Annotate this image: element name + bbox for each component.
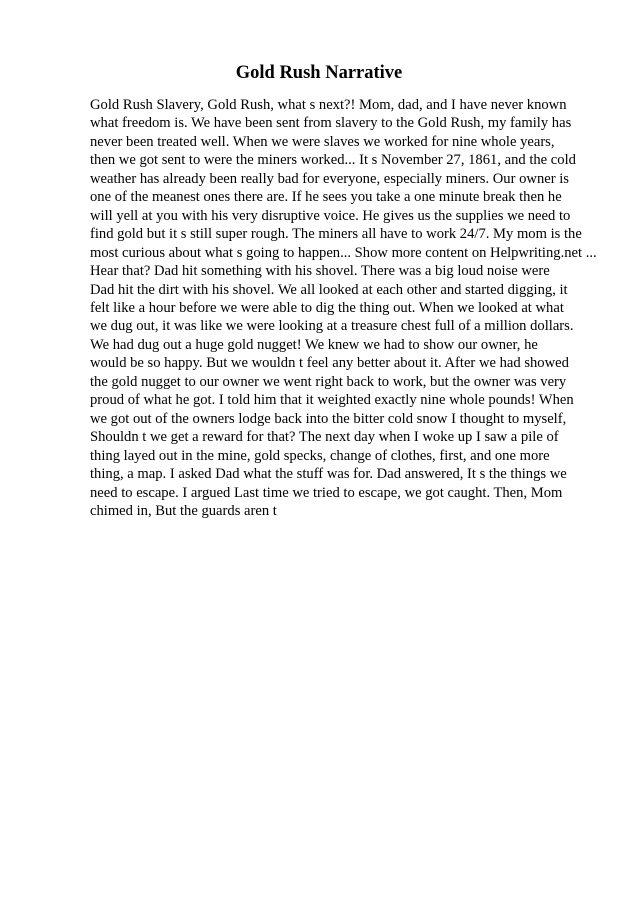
body-line: Dad hit the dirt with his shovel. We all looked at each other and started digging, it [90, 281, 568, 298]
body-line: thing, a map. I asked Dad what the stuff was for. Dad answered, It s the things we [90, 466, 567, 483]
body-line: what freedom is. We have been sent from slavery to the Gold Rush, my family has [90, 115, 572, 132]
body-line: weather has already been really bad for everyone, especially miners. Our owner is [90, 170, 569, 187]
body-line: we got out of the owners lodge back into the bitter cold snow I thought to myself, [90, 410, 567, 427]
body-line: need to escape. I argued Last time we tried to escape, we got caught. Then, Mom [90, 484, 563, 501]
body-line: would be so happy. But we wouldn t feel any better about it. After we had showed [90, 355, 569, 372]
body-line: felt like a hour before we were able to dig the thing out. When we looked at what [90, 299, 564, 316]
body-line: most curious about what s going to happen... Show more content on Helpwriting.net ... [90, 244, 597, 261]
body-line: we dug out, it was like we were looking at a treasure chest full of a million dollars. [90, 318, 574, 335]
body-line: the gold nugget to our owner we went right back to work, but the owner was very [90, 373, 567, 390]
document-body [90, 96, 597, 520]
body-line: We had dug out a huge gold nugget! We knew we had to show our owner, he [90, 336, 538, 353]
body-line: Gold Rush Slavery, Gold Rush, what s next?! Mom, dad, and I have never known [90, 97, 567, 113]
document-title: Gold Rush Narrative [235, 63, 403, 83]
body-line: Shouldn t we get a reward for that? The next day when I woke up I saw a pile of [90, 429, 559, 446]
body-line: proud of what he got. I told him that it weighted exactly nine whole pounds! When [90, 392, 574, 409]
body-line: chimed in, But the guards aren t [90, 502, 277, 519]
body-line: thing layed out in the mine, gold specks, change of clothes, first, and one more [90, 447, 550, 464]
body-line: find gold but it s still super rough. The miners all have to work 24/7. My mom is the [90, 226, 582, 243]
body-line: one of the meanest ones there are. If he sees you take a one minute break then he [90, 189, 562, 206]
body-line: never been treated well. When we were slaves we worked for nine whole years, [90, 133, 555, 150]
body-line: Hear that? Dad hit something with his shovel. There was a big loud noise were [90, 263, 550, 280]
body-line: will yell at you with his very disruptive voice. He gives us the supplies we need to [90, 207, 571, 224]
body-line: then we got sent to were the miners worked... It s November 27, 1861, and the cold [90, 152, 576, 169]
